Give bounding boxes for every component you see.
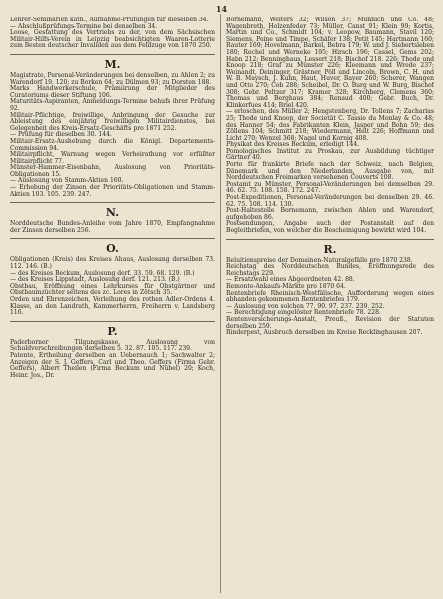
index-entry: Rinderpest, Ausbruch derselben im Kreise Recklinghausen 207. xyxy=(226,329,423,337)
index-entry: Maturitäts-Aspiranten, Anmeldungs-Termine behufs ihrer Prüfung 92. xyxy=(10,98,215,112)
index-entry: — Erhebung der Zinsen der Prioritäts-Obligationen und Stamm-Aktien 103. 105. 239. 247. xyxy=(10,184,215,198)
index-entry: — Ersatzwahl eines Abgeordneten 42. 88. xyxy=(226,276,355,284)
index-entry: Militair-Ersatz-Aushebung durch die Königl. Departements-Commission 94. xyxy=(10,137,215,152)
index-entry: Post-Expeditionen, Personal-Veränderungen bei denselben 29. 46. 62. 75. 108. 114. 130. xyxy=(226,194,434,208)
index-entry: — Berechtigung eingelöster Rentenbriefe 78. 228. xyxy=(226,309,381,317)
index-entry: — Prüfung für dieselben 30. 144. xyxy=(10,131,112,139)
section-divider xyxy=(10,54,215,55)
section-letter-heading: N. xyxy=(105,206,120,220)
left-column xyxy=(10,17,215,595)
index-entry: Rentenversicherungs-Anstalt, Preuß., Revision der Statuten derselben 259. xyxy=(226,315,434,330)
section-divider xyxy=(10,202,215,203)
index-entry: Münster-Hammer-Eisenbahn, Auslosung von Prioritäts-Obligationen 15. xyxy=(10,164,215,178)
index-entry: — des Kreises Beckum, Auslosung derf. 33. 59. 68. 129. (B.) xyxy=(10,269,195,277)
index-entry: Postamt zu Münster, Personal-Veränderungen bei demselben 29. 46. 62. 75. 108. 158. 172. 247. xyxy=(226,180,434,195)
index-entry: — Abschlußprüfungs-Termine bei denselben 34. xyxy=(10,22,158,30)
right-column xyxy=(226,17,434,595)
section-divider xyxy=(10,238,215,239)
section-letter-heading: P. xyxy=(107,324,118,338)
index-entry: Obstbau, Eröffnung eines Lehrkurses für Obstgärtner und Obstbaumzüchter seitens des zc. Lores in Zötsch 35. xyxy=(10,282,215,297)
section-letter-heading: O. xyxy=(106,242,119,256)
index-entry: Magistrate, Personal-Veränderungen bei denselben, zu Ahlen 2; zu Warendorf 19. 120; zu Borken 64; zu Dülmen 93; zu Dorsten 188. xyxy=(10,71,215,86)
index-entry: — erloschen, des Müller 2; Hengstenberg, Dr. Tollens 7; Zacharias 25; Thode und Knoop, der Societät C. Tassie du Monlay & Co. 48; des Hanner 54; des Fabrikanten Klein, Jasper und Bohn 59; des Zöllens 104; Schmitt 218; Wiedermann, Helt 226; Hoffmann und Licht 270; Wenzel 368; Nagel und Kornig 408. xyxy=(226,108,434,142)
index-entry: Loose, Gestattung des Vertriebs zu der, von dem Sächsischen Militair-Hilfs-Verein in Leipzig beabsichtigten Waaren-Lotterie zum Besten deutscher Invaliden aus dem Feldzuge von 1870 250. xyxy=(10,29,215,50)
index-entry: — des Kreises Lippstadt, Auslosung derf. 121. 213. (B.) xyxy=(10,276,180,284)
section-divider xyxy=(226,239,434,240)
index-entry: — Auslosung von Stamm-Aktien 160. xyxy=(10,177,124,185)
index-entry: Post-Haltestelle Bornemann, zwischen Ahlen und Warendorf, aufgehoben 86. xyxy=(226,207,434,221)
index-entry: Pomologisches Institut zu Proskau, zur Ausbildung tüchtiger Gärtner 40. xyxy=(226,147,434,162)
index-entry: Militair-Pflichtige, freiwillige, Anbringung der Gesuche zur Ableistung des einjährig freiwilligen Militairdienstes, bei Gelegenheit des Kreis-Ersatz-Geschäfts pro 1871 252. xyxy=(10,111,215,132)
index-entry: Reluitionspreise der Domainen-Naturalgefälle pro 1870 238. xyxy=(226,256,413,264)
index-entry: Lehrer-Seminarien kath., Aufnahme-Prüfungen für dieselben 34. xyxy=(10,17,209,23)
index-entry: Militairpflicht, Warnung wegen Verheirathung vor erfüllter Militairpflicht 77. xyxy=(10,151,215,165)
index-entry: Physikat des Kreises Beckum, erledigt 144. xyxy=(226,141,360,149)
index-entry: Postsendungen, Angabe auch der Postanstalt auf den Begleitbriefen, von welcher die Bescheinigung bewirkt wird 104. xyxy=(226,220,434,234)
index-entry: — Auslosung von solchen 77. 90. 97. 237. 239. 252. xyxy=(226,302,385,310)
index-entry: Orden und Ehrenzeichen, Verleihung des rothen Adler-Ordens 4. Klasse, an den Landrath, Kammerherrn, Freiherrn v. Landsberg 116. xyxy=(10,296,215,317)
index-entry: Rentenbriefe Rheinisch-Westfälische, Aufforderung wegen eines abhanden gekommenen Rentenbriefes 179. xyxy=(226,289,434,304)
index-entry: Marks Handwerkerschule, Prämiirung der Mitglieder des Curatoriums dieser Stiftung 106. xyxy=(10,85,215,99)
index-entry: Paderborner Tilgungskasse, Auslosung von Schuldverschreibungen derselben 5. 32. 87. 105. 117. 239. xyxy=(10,338,215,353)
index-entry: Reichstag des Norddeutschen Bundes, Eröffnungsrede des Reichstags 229. xyxy=(226,263,434,277)
index-entry: Remonte-Ankaufs-Märkte pro 1870 64. xyxy=(226,282,346,290)
index-entry: Porto für frankirte Briefe nach der Schweiz, nach Belgien, Dänemark und den Niederlanden, Ausgabe von, mit Norddeutschen Freimarken versehenen Couverts 108. xyxy=(226,161,434,182)
index-entry: Bornemann, Welters 32; Wilson 37; Münnich und Co. 48; Wagenbreth, Holzenfeder 73; Müller, Canst 91; Klein 99; Kortis, Martin und Co., Schmidt 104; v. Leopow, Baumann, Stavil 120; Siemens, Peine und Timpe, Schäfer 138; Petit 145; Hartmann 160; Rauter 169; Hovelmann, Barkel, Bebra 179; W. und J. Siebertsleben 180; Rechel und Werneke 195; Hirsch 196; Cassel, Gems 202; Habn 212; Benninghaus, Lessert 218; Bischof 218. 226; Thode und Knoop 218; Graf zu Münster 226; Kleemann und Wrede 237; Weinandt, Deininger, Grästner, Pöll und Lincoln, Brown, C. H. und W. B. Maysch, J. Kuhn, Haut, Huver, Bayer 260; Scherer, Wangen und Otto 270; Cob 288; Scheibel, Dr. O. Burg und W. Burg, Bischof 308; Gebr. Peltzer 317; Kramer 328; Kirchberg, Clemens 360; Thomas und Berghaus 384; Renaud 400; Gebr. Buch, Dr. Klinkerfues 414; Briel 420. xyxy=(226,17,434,109)
page-number: 14 xyxy=(215,4,228,14)
section-letter-heading: R. xyxy=(323,242,337,256)
column-divider xyxy=(220,14,221,593)
index-entry: Norddeutsche Bundes-Anleihe vom Jahre 1870, Empfangnahme der Zinsen derselben 256. xyxy=(10,220,215,234)
index-entry: Obligationen (Kreis) des Kreises Ahaus, Auslosung derselben 73. 112. 146. (B.) xyxy=(10,256,215,271)
section-divider xyxy=(10,321,215,322)
index-entry: Patente, Ertheilung derselben an Uebernauch 1; Sachwalter 2; Anzeigen der S. J. Geffers, Carl und Theo. Geffers (Firma Gebr. Geffers), Albert Theilen (Firma Beckum und Nübel) 20; Koch, Heinr. Jos., Dr. xyxy=(10,351,215,379)
section-letter-heading: M. xyxy=(104,57,121,71)
